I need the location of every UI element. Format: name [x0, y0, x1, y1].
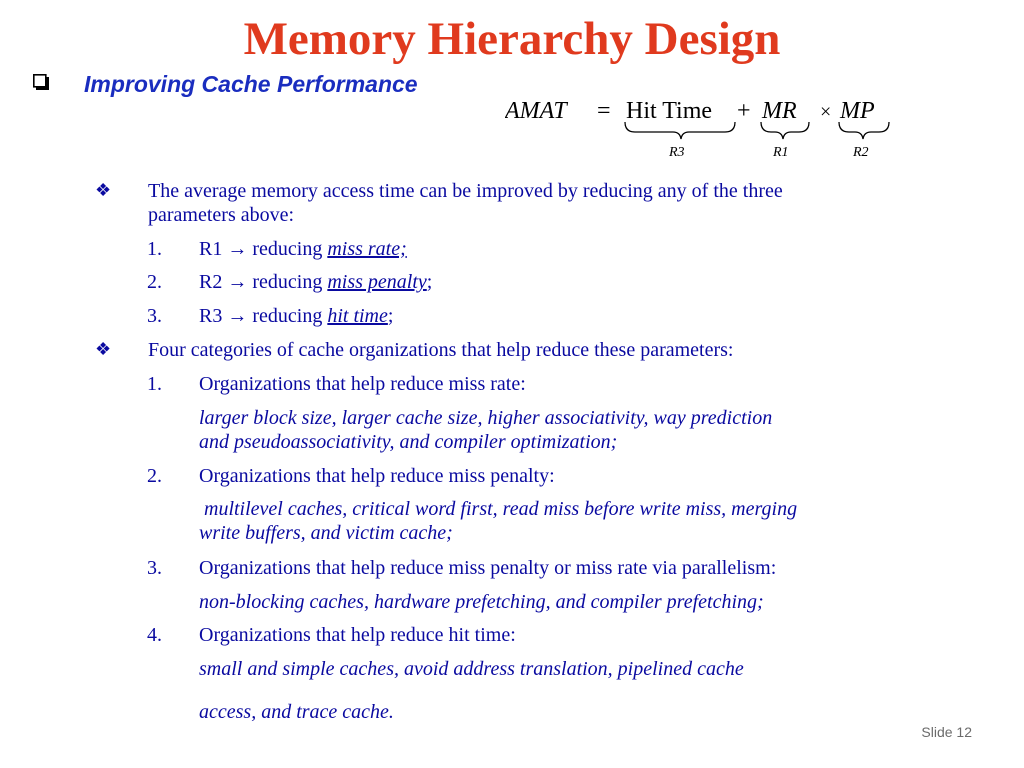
- bullet-text: The average memory access time can be improved by reducing any of the three: [148, 180, 783, 202]
- list-number: 1.: [147, 238, 162, 260]
- list-number: 2.: [147, 271, 162, 293]
- list-number: 3.: [147, 557, 162, 579]
- list-item-text: Organizations that help reduce miss penalty or miss rate via parallelism:: [199, 557, 777, 579]
- list-item-r1: R1 → reducing miss rate;: [199, 238, 407, 260]
- slide-number: Slide 12: [921, 724, 972, 740]
- formula-r2: R2: [853, 145, 869, 160]
- arrow-right-icon: →: [227, 238, 248, 260]
- list-number: 4.: [147, 624, 162, 646]
- list-item-detail: small and simple caches, avoid address translation, pipelined cache: [199, 658, 744, 680]
- slide-subtitle: Improving Cache Performance: [84, 71, 418, 97]
- list-item-detail-cont: write buffers, and victim cache;: [199, 522, 453, 544]
- formula-r1: R1: [773, 145, 789, 160]
- diamond-bullet-icon: ❖: [95, 180, 112, 200]
- formula-lhs: AMAT: [505, 98, 567, 124]
- list-item-detail-cont: access, and trace cache.: [199, 701, 394, 723]
- list-item-r2: R2 → reducing miss penalty;: [199, 271, 433, 293]
- diamond-bullet-icon: ❖: [95, 339, 112, 359]
- arrow-right-icon: →: [227, 271, 248, 293]
- list-item-detail: non-blocking caches, hardware prefetching, and compiler prefetching;: [199, 591, 764, 613]
- list-number: 1.: [147, 373, 162, 395]
- list-item-text: Organizations that help reduce miss rate:: [199, 373, 526, 395]
- list-number: 2.: [147, 465, 162, 487]
- list-item-text: Organizations that help reduce miss penalty:: [199, 465, 555, 487]
- formula-mr: MR: [762, 98, 797, 124]
- formula-times: ×: [820, 101, 832, 123]
- bullet-text: Four categories of cache organizations that help reduce these parameters:: [148, 339, 734, 361]
- list-item-r3: R3 → reducing hit time;: [199, 305, 394, 327]
- formula-hit-time: Hit Time: [626, 98, 713, 124]
- list-item-text: Organizations that help reduce hit time:: [199, 624, 516, 646]
- arrow-right-icon: →: [227, 305, 248, 327]
- formula-mp: MP: [840, 98, 875, 124]
- formula-plus: +: [737, 98, 751, 124]
- list-number: 3.: [147, 305, 162, 327]
- slide-title: Memory Hierarchy Design: [243, 13, 781, 65]
- formula-equals: =: [597, 98, 611, 124]
- list-item-detail-cont: and pseudoassociativity, and compiler optimization;: [199, 431, 618, 453]
- bullet-text-cont: parameters above:: [148, 204, 295, 226]
- formula-r3: R3: [669, 145, 685, 160]
- list-item-detail: larger block size, larger cache size, higher associativity, way prediction: [199, 407, 773, 429]
- list-item-detail: multilevel caches, critical word first, read miss before write miss, merging: [199, 498, 798, 520]
